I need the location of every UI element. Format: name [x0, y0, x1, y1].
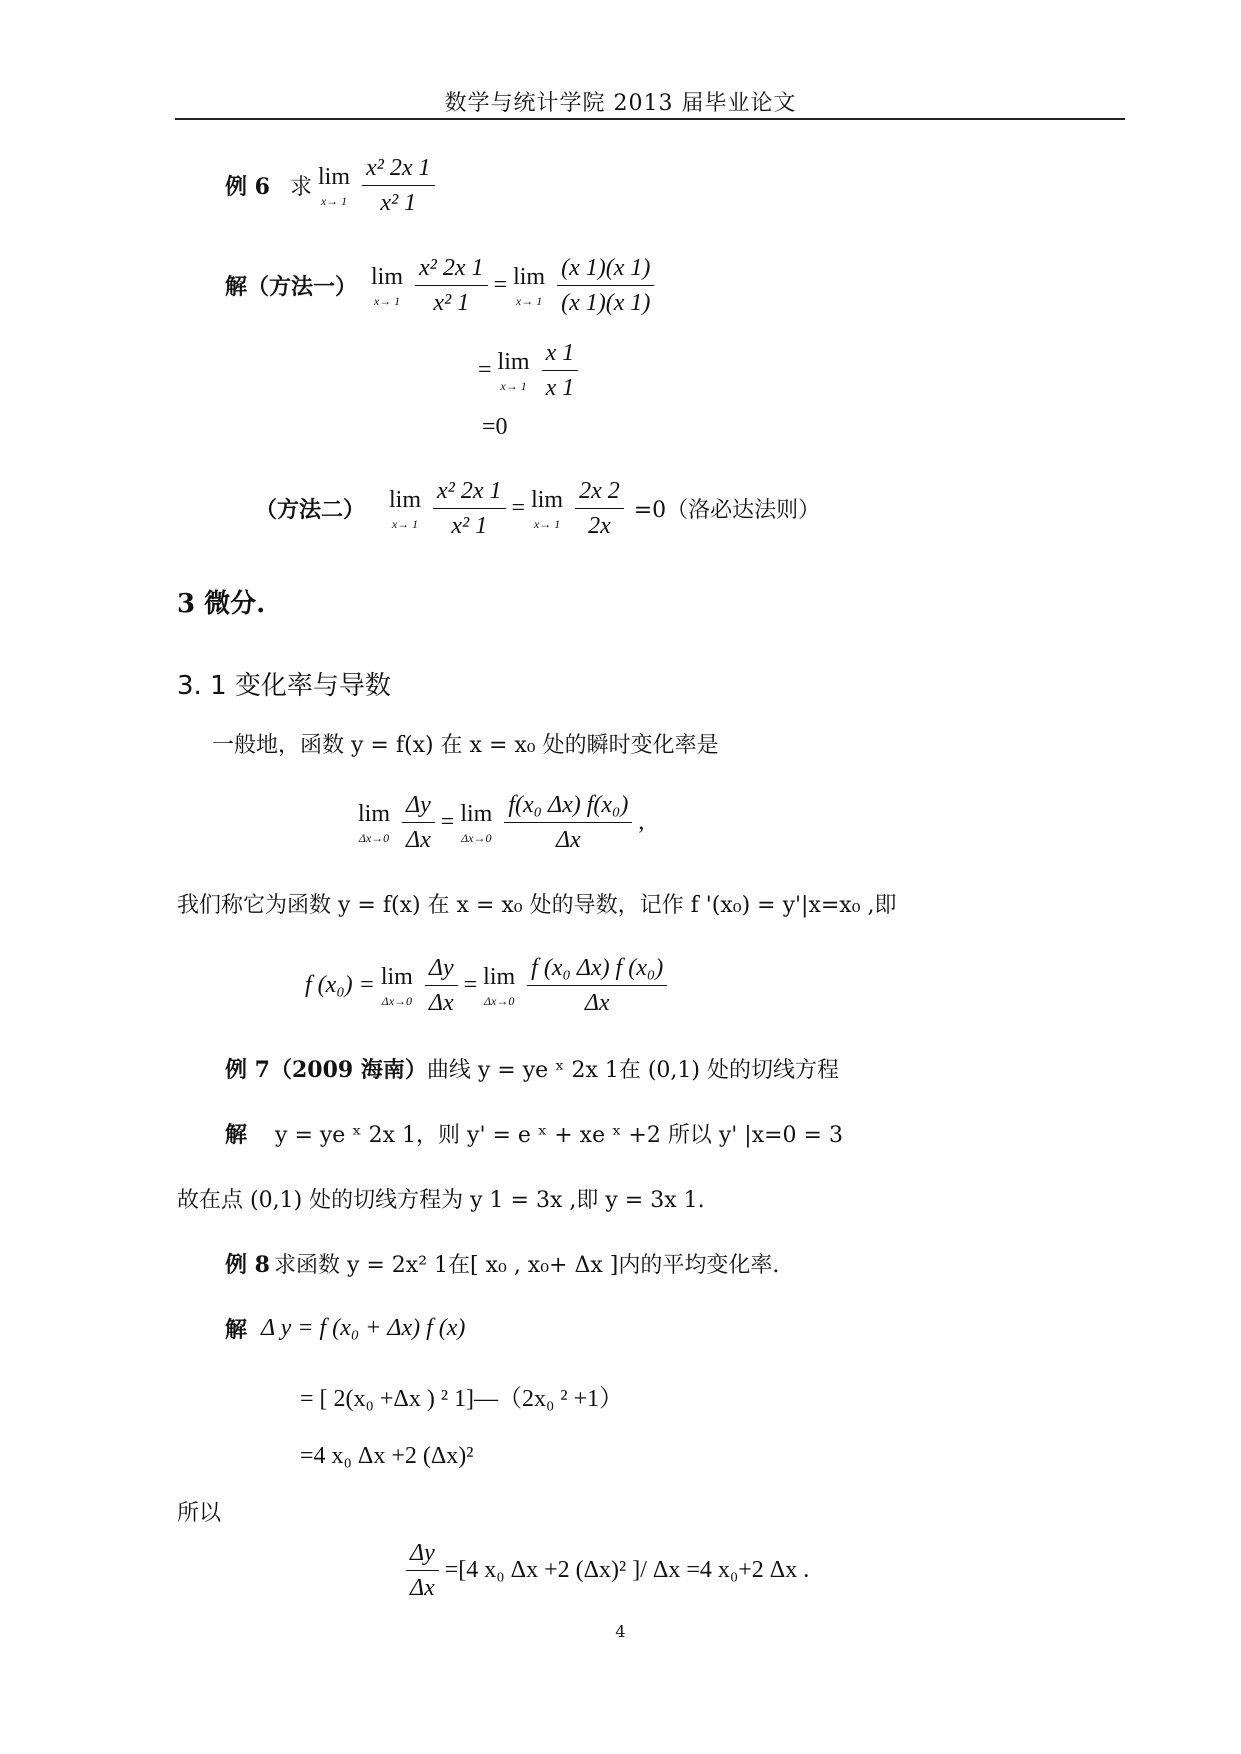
example-8-text: 求函数 y = 2x² 1在[ x₀ , x₀+ Δx ]内的平均变化率.	[273, 1253, 780, 1278]
equals-sign: =	[493, 272, 508, 299]
equals-sign: =	[478, 357, 492, 384]
derivative-limit-formula	[352, 792, 644, 854]
limit-operator: lim Δx→0	[460, 800, 493, 845]
header-rule	[175, 118, 1125, 120]
solution-1-step-2	[478, 340, 584, 402]
equals-sign: =	[511, 495, 526, 522]
formula-1-fraction-a: $\frac{\Delta y}{\Delta x}$	[402, 792, 435, 854]
solution-1-fraction-a: $\frac{\text{x² 2x 1}}{\text{x² 1}}$	[415, 255, 488, 317]
average-rate-formula	[400, 1540, 809, 1602]
example-7-label: 例 7（2009 海南）	[225, 1057, 427, 1083]
formula-3-fraction: $\frac{\Delta y}{\Delta x}$	[406, 1540, 439, 1602]
formula-2-fraction-a: $\frac{\Delta y}{\Delta x}$	[425, 955, 458, 1017]
solution-method-1	[225, 255, 660, 317]
limit-operator: lim x→ 1	[371, 263, 404, 308]
derivative-formula	[305, 955, 673, 1017]
solution-2-fraction-a: $\frac{\text{x² 2x 1}}{\text{x² 1}}$	[433, 478, 506, 540]
equals-sign: =	[440, 809, 455, 836]
solution-7-text: y = ye ˣ 2x 1，则 y' = e ˣ + xe ˣ +2 所以 y' |x=0 = 3	[275, 1123, 843, 1148]
solution-1-fraction-c: $\frac{x 1}{x 1}$	[542, 340, 579, 402]
section-3-1-heading: 3. 1 变化率与导数	[177, 671, 391, 701]
limit-operator: lim Δx→0	[380, 963, 413, 1008]
limit-operator: lim Δx→0	[358, 800, 391, 845]
example-6-fraction: $\frac{\text{x² 2x 1}}{\text{x² 1}}$	[362, 155, 435, 217]
solution-7-label: 解	[225, 1122, 248, 1148]
example-7-text: 曲线 y = ye ˣ 2x 1在 (0,1) 处的切线方程	[426, 1058, 839, 1083]
example-6-prompt: 求	[289, 175, 312, 201]
solution-method-2	[255, 478, 820, 540]
solution-8	[225, 1313, 465, 1344]
limit-operator: lim x→ 1	[531, 486, 564, 531]
limit-operator: lim x→ 1	[389, 486, 422, 531]
solution-2-fraction-b: $\frac{2x 2}{2x}$	[575, 478, 624, 540]
solution-7	[225, 1118, 843, 1149]
paragraph-derivative-definition: 我们称它为函数 y = f(x) 在 x = x₀ 处的导数，记作 f '(x₀) = y'|x=x₀ ,即	[177, 893, 897, 918]
solution-2-tail: =0（洛必达法则）	[633, 498, 821, 524]
section-3-heading: 3 微分.	[177, 589, 266, 619]
example-6	[225, 155, 441, 217]
page-number: 4	[615, 1622, 626, 1641]
formula-1-fraction-b: $\frac{\text{f(x₀ Δx) f(x₀)}}{\Delta x}$	[504, 792, 632, 854]
solution-1-fraction-b: $\frac{(x 1)(x 1)}{(x 1)(x 1)}$	[557, 255, 654, 317]
limit-operator: lim x→ 1	[317, 163, 350, 208]
formula-2-fraction-b: $\frac{\text{f (x₀ Δx) f (x₀)}}{\Delta x}$	[527, 955, 667, 1017]
solution-1-result: =0	[482, 414, 508, 440]
equals-sign: =	[463, 972, 478, 999]
example-7	[225, 1053, 839, 1084]
limit-operator: lim x→ 1	[513, 263, 546, 308]
solution-8-label: 解	[225, 1317, 248, 1343]
example-8-label: 例 8	[225, 1252, 270, 1278]
paragraph-instant-rate: 一般地，函数 y = f(x) 在 x = x₀ 处的瞬时变化率是	[212, 733, 719, 758]
limit-operator: lim Δx→0	[483, 963, 516, 1008]
formula-1-comma: ,	[638, 809, 645, 836]
formula-3-tail: =[4 x₀ Δx +2 (Δx)² ]/ Δx =4 x₀+2 Δx .	[444, 1557, 810, 1584]
limit-operator: lim x→ 1	[497, 348, 530, 393]
example-8	[225, 1248, 779, 1279]
solution-8-line-3: =4 x₀ Δx +2 (Δx)²	[300, 1443, 474, 1469]
solution-8-line-1: Δ y = f (x₀ + Δx) f (x)	[261, 1315, 466, 1341]
paragraph-tangent-line: 故在点 (0,1) 处的切线方程为 y 1 = 3x ,即 y = 3x 1.	[177, 1188, 705, 1213]
page-header: 数学与统计学院 2013 届毕业论文	[444, 91, 797, 116]
solution-8-line-2: = [ 2(x₀ +Δx ) ² 1]—（2x₀ ² +1）	[300, 1386, 624, 1412]
formula-2-lhs: f (x₀) =	[305, 972, 375, 999]
solution-2-label: （方法二）	[255, 497, 366, 524]
example-6-label: 例 6	[225, 174, 270, 201]
paragraph-therefore: 所以	[177, 1501, 222, 1526]
solution-1-label: 解（方法一）	[225, 274, 358, 301]
